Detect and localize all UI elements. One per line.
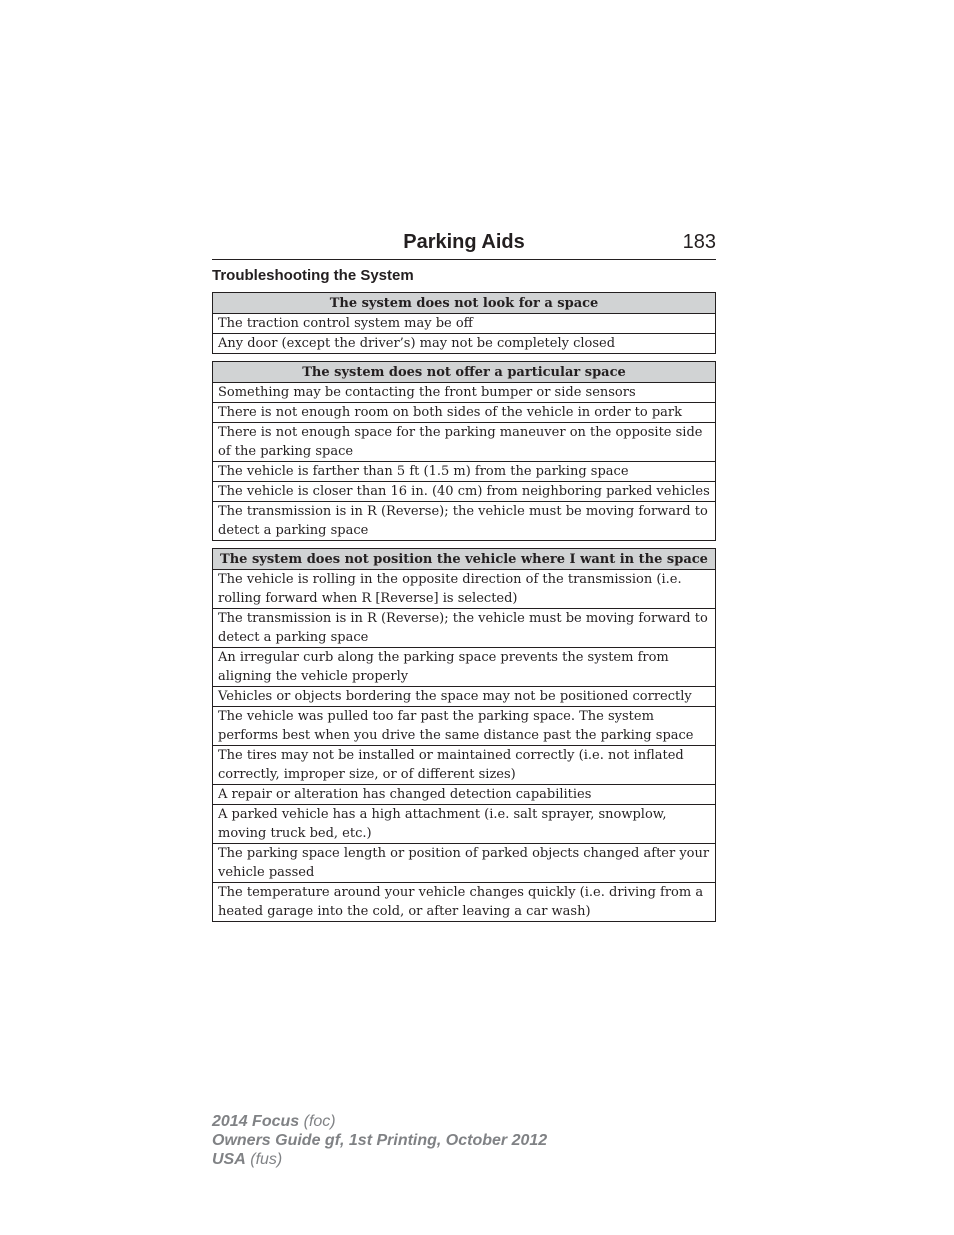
table-cell: Something may be contacting the front bumper or side sensors (213, 383, 716, 403)
table-cell: The vehicle is farther than 5 ft (1.5 m) from the parking space (213, 462, 716, 482)
footer-model-line (212, 1112, 547, 1131)
table-cell: There is not enough space for the parking maneuver on the opposite side of the parking space (213, 423, 716, 462)
table-row (213, 746, 716, 785)
table-row (213, 482, 716, 502)
table-cell: The traction control system may be off (213, 314, 716, 334)
table-heading: The system does not look for a space (213, 293, 716, 314)
table-row (213, 648, 716, 687)
table-heading: The system does not offer a particular space (213, 362, 716, 383)
table-cell: Vehicles or objects bordering the space may not be positioned correctly (213, 687, 716, 707)
table-cell: The vehicle is rolling in the opposite direction of the transmission (i.e. rolling forward when R [Reverse] is selected) (213, 570, 716, 609)
table-cell: An irregular curb along the parking space prevents the system from aligning the vehicle properly (213, 648, 716, 687)
table-row (213, 314, 716, 334)
footer-model: 2014 Focus (212, 1113, 300, 1130)
table-heading: The system does not position the vehicle where I want in the space (213, 549, 716, 570)
section-heading: Troubleshooting the System (212, 267, 414, 284)
footer (212, 1112, 547, 1169)
table-cell: A parked vehicle has a high attachment (i.e. salt sprayer, snowplow, moving truck bed, etc.) (213, 805, 716, 844)
table-row (213, 462, 716, 482)
table-cell: The tires may not be installed or maintained correctly (i.e. not inflated correctly, improper size, or of different sizes) (213, 746, 716, 785)
page-header (212, 230, 716, 260)
table-cell: The parking space length or position of parked objects changed after your vehicle passed (213, 844, 716, 883)
table-row (213, 403, 716, 423)
table-cell: The vehicle is closer than 16 in. (40 cm) from neighboring parked vehicles (213, 482, 716, 502)
table-row (213, 707, 716, 746)
table-cell: There is not enough room on both sides of the vehicle in order to park (213, 403, 716, 423)
table-no-space-search (212, 292, 716, 354)
footer-model-code: (foc) (303, 1113, 336, 1130)
table-cell: The temperature around your vehicle changes quickly (i.e. driving from a heated garage into the cold, or after leaving a car wash) (213, 883, 716, 922)
page-number: 183 (682, 231, 716, 253)
table-row (213, 423, 716, 462)
table-no-space-offer (212, 361, 716, 541)
footer-region-line (212, 1150, 547, 1169)
table-row (213, 883, 716, 922)
footer-region-code: (fus) (250, 1151, 283, 1168)
page-title: Parking Aids (403, 231, 525, 253)
table-row (213, 609, 716, 648)
table-row (213, 785, 716, 805)
table-row (213, 570, 716, 609)
table-wrong-position (212, 548, 716, 922)
table-row (213, 687, 716, 707)
table-row (213, 334, 716, 354)
table-cell: The transmission is in R (Reverse); the vehicle must be moving forward to detect a parking space (213, 502, 716, 541)
table-cell: The vehicle was pulled too far past the parking space. The system performs best when you drive the same distance past the parking space (213, 707, 716, 746)
table-cell: A repair or alteration has changed detection capabilities (213, 785, 716, 805)
table-cell: The transmission is in R (Reverse); the vehicle must be moving forward to detect a parking space (213, 609, 716, 648)
table-row (213, 805, 716, 844)
footer-region: USA (212, 1151, 246, 1168)
footer-guide: Owners Guide gf, 1st Printing, October 2012 (212, 1132, 548, 1149)
table-row (213, 844, 716, 883)
table-cell: Any door (except the driver’s) may not be completely closed (213, 334, 716, 354)
table-row (213, 383, 716, 403)
troubleshooting-tables (212, 292, 716, 929)
table-row (213, 502, 716, 541)
